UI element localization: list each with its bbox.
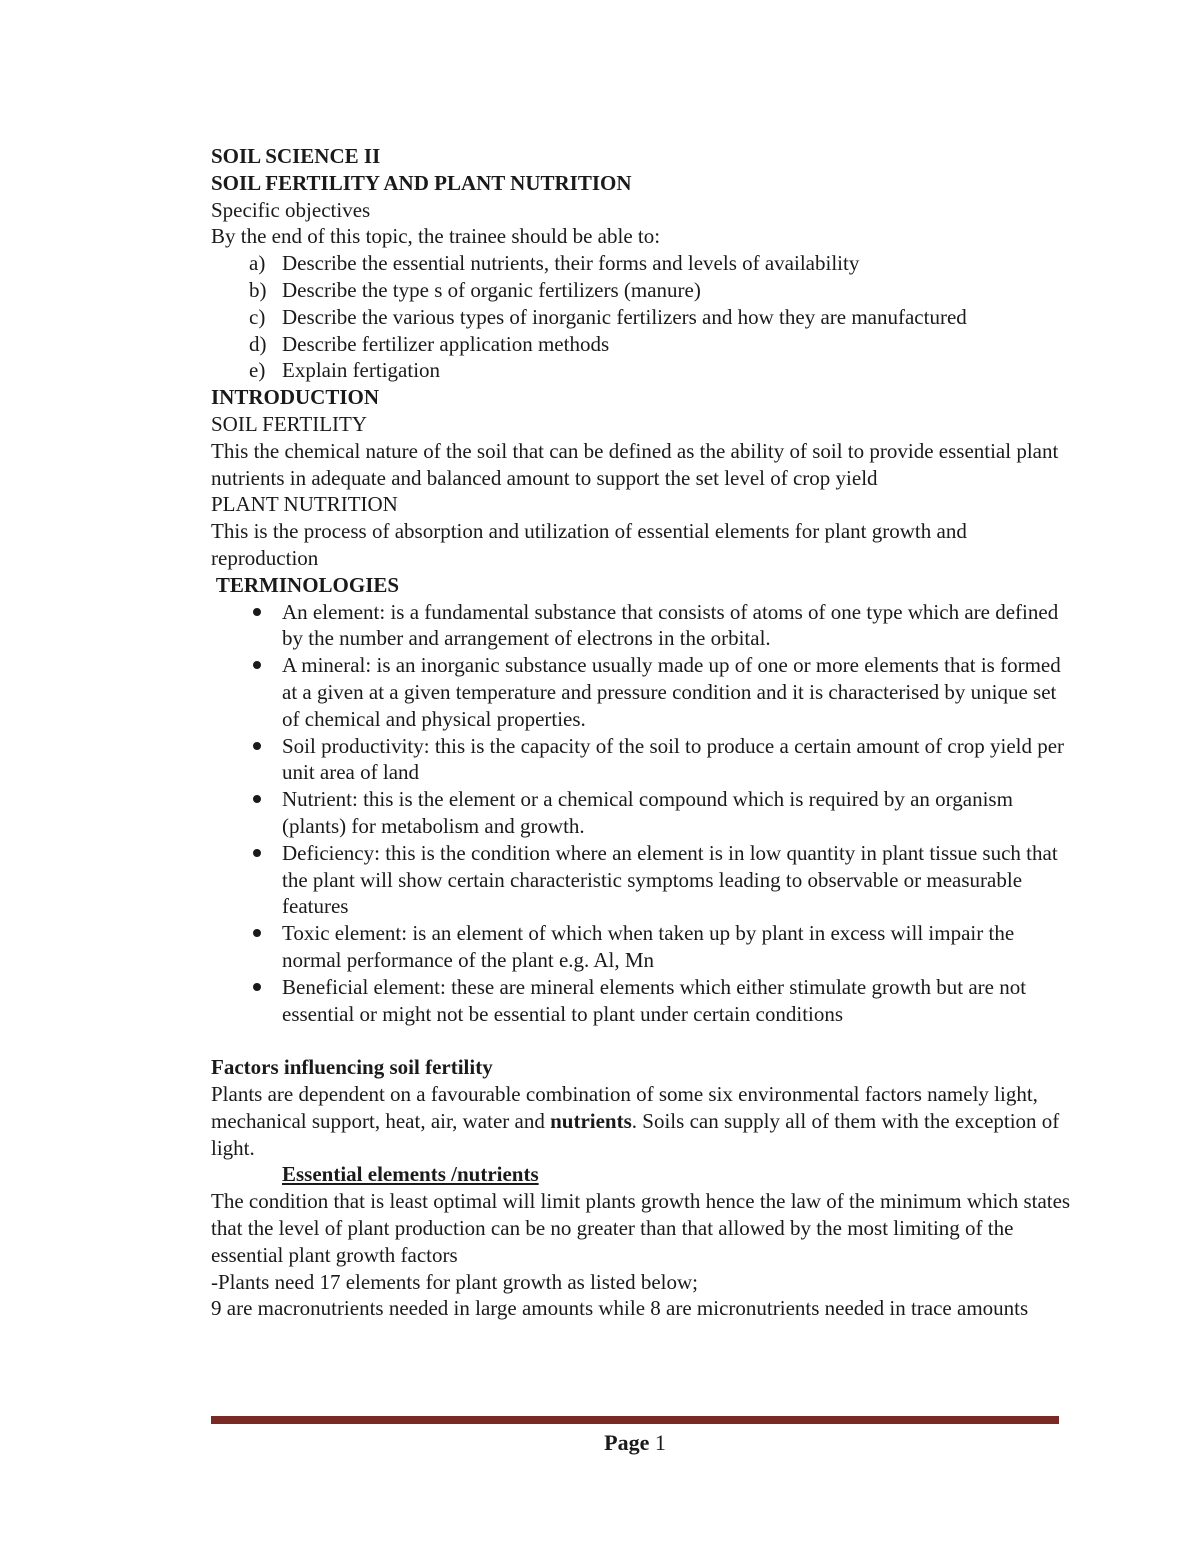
terminology-item xyxy=(211,920,1071,974)
objective-marker: d) xyxy=(249,331,267,356)
terminology-text: Deficiency: this is the condition where an element is in low quantity in plant tissue such that the plant will show certain characteristic symptoms leading to observable or measurable features xyxy=(282,840,1058,919)
terminologies-list xyxy=(211,599,1071,1028)
terminology-item xyxy=(211,733,1071,787)
objective-marker: b) xyxy=(249,277,267,302)
plants-need-text: -Plants need 17 elements for plant growth as listed below; xyxy=(211,1269,698,1294)
objective-text: Describe fertilizer application methods xyxy=(282,331,610,356)
factors-text-bold: nutrients xyxy=(550,1108,632,1133)
factors-heading: Factors influencing soil fertility xyxy=(211,1055,493,1080)
objective-marker: c) xyxy=(249,304,266,329)
terminology-item xyxy=(211,840,1071,920)
factors-paragraph xyxy=(211,1081,1071,1161)
objective-item xyxy=(211,357,1071,384)
terminology-item xyxy=(211,974,1071,1028)
terminology-text: A mineral: is an inorganic substance usually made up of one or more elements that is formed at a given at a given temperature and pressure condition and it is characterised by unique set of chemical and physical properties. xyxy=(282,653,1061,731)
objective-text: Describe the type s of organic fertilizers (manure) xyxy=(282,277,701,302)
terminologies-heading: TERMINOLOGIES xyxy=(211,572,400,597)
bullet-icon xyxy=(253,795,261,803)
objective-text: Explain fertigation xyxy=(282,358,441,383)
page-number: 1 xyxy=(654,1430,666,1455)
plant-nutrition-text: This is the process of absorption and utilization of essential elements for plant growth and reproduction xyxy=(211,519,967,570)
objectives-list xyxy=(211,250,1071,384)
factors-text-part2: . Soils can supply all of them with the exception of light. xyxy=(211,1108,1060,1160)
bullet-icon xyxy=(253,608,261,616)
soil-fertility-text: This the chemical nature of the soil that can be defined as the ability of soil to provide essential plant nutrients in adequate and balanced amount to support the set level of crop yield xyxy=(211,438,1059,490)
page-label: Page xyxy=(604,1430,650,1455)
page-footer xyxy=(0,1430,1200,1456)
bullet-icon xyxy=(253,849,261,857)
terminology-text: Nutrient: this is the element or a chemical compound which is required by an organism (plants) for metabolism and growth. xyxy=(282,787,1013,838)
essential-heading: Essential elements /nutrients xyxy=(282,1162,539,1187)
soil-fertility-heading: SOIL FERTILITY xyxy=(211,411,368,436)
terminology-item xyxy=(211,786,1071,840)
blank-line xyxy=(211,1027,1071,1054)
objective-item xyxy=(211,331,1071,358)
terminology-item xyxy=(211,599,1071,653)
objective-marker: e) xyxy=(249,358,266,383)
factors-text-part1: Plants are dependent on a favourable combination of some six environmental factors namely light, mechanical support, heat, air, water and xyxy=(211,1082,1038,1133)
bullet-icon xyxy=(253,742,261,750)
objective-item xyxy=(211,304,1071,331)
objective-item xyxy=(211,250,1071,277)
bullet-icon xyxy=(253,661,261,669)
terminology-text: Toxic element: is an element of which when taken up by plant in excess will impair the normal performance of the plant e.g. Al, Mn xyxy=(282,921,1015,972)
bullet-icon xyxy=(253,983,261,991)
essential-heading-line xyxy=(211,1161,1071,1188)
document-subtitle: SOIL FERTILITY AND PLANT NUTRITION xyxy=(211,170,632,195)
objectives-heading: Specific objectives xyxy=(211,197,371,222)
macro-micro-text: 9 are macronutrients needed in large amounts while 8 are micronutrients needed in trace amounts xyxy=(211,1296,1029,1321)
plant-nutrition-heading: PLANT NUTRITION xyxy=(211,492,398,517)
objective-text: Describe the various types of inorganic fertilizers and how they are manufactured xyxy=(282,304,967,329)
page-content xyxy=(211,143,1071,1322)
bullet-icon xyxy=(253,929,261,937)
introduction-heading: INTRODUCTION xyxy=(211,385,380,410)
document-title: SOIL SCIENCE II xyxy=(211,144,381,168)
terminology-text: Soil productivity: this is the capacity of the soil to produce a certain amount of crop yield per unit area of land xyxy=(282,733,1065,785)
essential-text: The condition that is least optimal will limit plants growth hence the law of the minimum which states that the level of plant production can be no greater than that allowed by the most limiting of the essential plant growth factors xyxy=(211,1189,1071,1267)
terminology-item xyxy=(211,652,1071,732)
objectives-intro: By the end of this topic, the trainee should be able to: xyxy=(211,224,661,249)
objective-item xyxy=(211,277,1071,304)
terminology-text: An element: is a fundamental substance that consists of atoms of one type which are defined by the number and arrangement of electrons in the orbital. xyxy=(282,599,1059,651)
footer-rule xyxy=(211,1416,1059,1424)
terminology-text: Beneficial element: these are mineral elements which either stimulate growth but are not essential or might not be essential to plant under certain conditions xyxy=(282,974,1027,1026)
objective-text: Describe the essential nutrients, their forms and levels of availability xyxy=(282,251,860,276)
objective-marker: a) xyxy=(249,251,266,276)
